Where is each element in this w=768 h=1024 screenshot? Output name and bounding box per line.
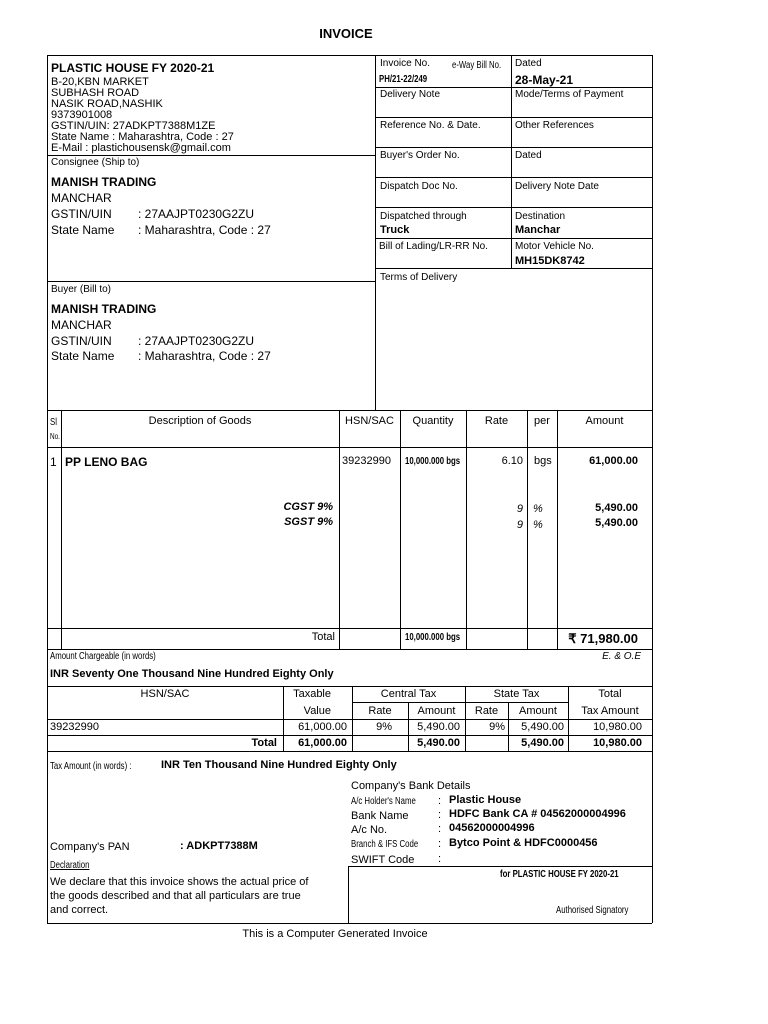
invoice-no-value: PH/21-22/249 <box>379 74 428 85</box>
bank-name-value: HDFC Bank CA # 04562000004996 <box>449 808 626 820</box>
col-header-hsn: HSN/SAC <box>345 415 394 427</box>
consignee-gstin-value: : 27AAJPT0230G2ZU <box>138 207 255 221</box>
other-references-label: Other References <box>515 120 594 131</box>
declaration-line: and correct. <box>50 904 109 916</box>
tax-col-taxable: Taxable <box>293 688 331 700</box>
consignee-state-label: State Name <box>51 223 115 237</box>
cgst-amount: 5,490.00 <box>595 502 638 514</box>
sgst-amount: 5,490.00 <box>595 517 638 529</box>
tax-row-central-amount: 5,490.00 <box>417 721 460 733</box>
tax-col-central-amount: Amount <box>417 705 456 717</box>
tax-col-tax-amount: Tax Amount <box>581 705 639 717</box>
pan-value: : ADKPT7388M <box>180 840 258 852</box>
delivery-note-date-label: Delivery Note Date <box>515 181 599 192</box>
items-total-quantity: 10,000.000 bgs <box>405 632 461 643</box>
declaration-heading: Declaration <box>50 860 90 871</box>
item-quantity: 10,000.000 bgs <box>405 456 461 467</box>
motor-vehicle-label: Motor Vehicle No. <box>515 241 594 252</box>
bank-branch-value: Bytco Point & HDFC0000456 <box>449 837 598 849</box>
consignee-state-value: : Maharashtra, Code : 27 <box>138 223 271 237</box>
buyer-gstin-label: GSTIN/UIN <box>51 334 112 348</box>
tax-total-central: 5,490.00 <box>417 737 460 749</box>
declaration-line: We declare that this invoice shows the actual price of <box>50 876 309 888</box>
delivery-note-label: Delivery Note <box>380 89 441 100</box>
tax-total-total: 10,980.00 <box>593 737 642 749</box>
terms-of-delivery-label: Terms of Delivery <box>380 272 458 283</box>
tax-col-state: State Tax <box>493 688 540 700</box>
buyer-state-label: State Name <box>51 349 115 363</box>
seller-email: E-Mail : plastichousensk@gmail.com <box>51 142 231 154</box>
tax-col-central: Central Tax <box>380 688 437 700</box>
dispatched-through-label: Dispatched through <box>380 211 467 222</box>
seller-line: GSTIN/UIN: 27ADKPT7388M1ZE <box>51 120 216 132</box>
tax-total-state: 5,490.00 <box>521 737 564 749</box>
amount-words-label: Amount Chargeable (in words) <box>50 651 156 662</box>
bank-holder-value: Plastic House <box>449 794 522 806</box>
signature-for-label: for PLASTIC HOUSE FY 2020-21 <box>500 869 619 880</box>
items-total-label: Total <box>311 631 335 643</box>
bank-heading: Company's Bank Details <box>351 780 471 792</box>
bank-swift-label: SWIFT Code <box>351 854 415 866</box>
tax-row-taxable: 61,000.00 <box>298 721 347 733</box>
consignee-name: MANISH TRADING <box>51 175 157 189</box>
col-header-quantity: Quantity <box>412 415 454 427</box>
authorised-signatory: Authorised Signatory <box>556 905 629 916</box>
sgst-per: % <box>533 519 543 531</box>
invoice-no-label: Invoice No. <box>380 58 431 69</box>
destination-value: Manchar <box>515 224 561 236</box>
buyer-heading: Buyer (Bill to) <box>51 284 112 295</box>
tax-col-state-rate: Rate <box>474 705 499 717</box>
tax-row-state-amount: 5,490.00 <box>521 721 564 733</box>
tax-row-state-rate: 9% <box>489 721 505 733</box>
amount-words-value: INR Seventy One Thousand Nine Hundred Eighty Only <box>50 668 334 680</box>
tax-row-hsn: 39232990 <box>50 721 99 733</box>
tax-row-total: 10,980.00 <box>593 721 642 733</box>
item-per: bgs <box>534 455 552 467</box>
consignee-heading: Consignee (Ship to) <box>51 157 140 168</box>
buyer-gstin-value: : 27AAJPT0230G2ZU <box>138 334 255 348</box>
tax-col-hsn: HSN/SAC <box>140 688 190 700</box>
bank-ac-value: 04562000004996 <box>449 822 535 834</box>
tax-words-label: Tax Amount (in words) : <box>50 761 132 772</box>
item-hsn: 39232990 <box>342 455 391 467</box>
buyer-state-value: : Maharashtra, Code : 27 <box>138 349 271 363</box>
col-header-rate: Rate <box>484 415 509 427</box>
col-header-per: per <box>534 415 550 427</box>
buyer-city: MANCHAR <box>51 318 112 332</box>
bank-holder-label: A/c Holder's Name <box>351 796 416 807</box>
footer-note: This is a Computer Generated Invoice <box>242 928 428 940</box>
col-header-no: No. <box>50 432 60 441</box>
cgst-rate: 9 <box>516 503 523 515</box>
pan-label: Company's PAN <box>50 841 130 853</box>
invoice-title: INVOICE <box>319 26 373 41</box>
motor-vehicle-value: MH15DK8742 <box>515 255 585 267</box>
destination-label: Destination <box>515 211 566 222</box>
item-description: PP LENO BAG <box>65 455 148 469</box>
item-sl: 1 <box>50 455 57 469</box>
bank-colon: : <box>438 823 442 835</box>
bank-colon: : <box>438 795 442 807</box>
bill-of-lading-label: Bill of Lading/LR-RR No. <box>379 241 488 252</box>
seller-line: NASIK ROAD,NASHIK <box>51 98 163 110</box>
eoe-label: E. & O.E <box>602 651 641 662</box>
dispatch-doc-label: Dispatch Doc No. <box>380 181 458 192</box>
item-amount: 61,000.00 <box>589 455 638 467</box>
eway-bill-label: e-Way Bill No. <box>452 60 502 71</box>
dated-label: Dated <box>515 58 542 69</box>
items-total-amount: ₹ 71,980.00 <box>568 631 638 646</box>
tax-col-value: Value <box>303 705 331 717</box>
cgst-per: % <box>533 503 543 515</box>
payment-terms-label: Mode/Terms of Payment <box>515 89 624 100</box>
seller-line: 9373901008 <box>51 109 113 121</box>
tax-col-state-amount: Amount <box>519 705 557 717</box>
tax-row-central-rate: 9% <box>376 721 392 733</box>
tax-col-total: Total <box>598 688 622 700</box>
sgst-rate: 9 <box>516 519 523 531</box>
seller-line: State Name : Maharashtra, Code : 27 <box>51 131 234 143</box>
buyer-name: MANISH TRADING <box>51 302 157 316</box>
consignee-gstin-label: GSTIN/UIN <box>51 207 112 221</box>
col-header-sl: Sl <box>50 417 57 428</box>
tax-col-central-rate: Rate <box>368 705 392 717</box>
tax-total-taxable: 61,000.00 <box>298 737 347 749</box>
cgst-name: CGST 9% <box>283 501 333 513</box>
bank-branch-label: Branch & IFS Code <box>351 839 419 850</box>
dispatched-through-value: Truck <box>380 224 410 236</box>
col-header-amount: Amount <box>585 415 624 427</box>
dated-value: 28-May-21 <box>515 73 574 87</box>
seller-name: PLASTIC HOUSE FY 2020-21 <box>51 61 215 75</box>
declaration-line: the goods described and that all particulars are true <box>50 890 301 902</box>
tax-total-label: Total <box>251 737 277 749</box>
order-dated-label: Dated <box>515 150 542 161</box>
seller-line: SUBHASH ROAD <box>51 87 140 99</box>
sgst-name: SGST 9% <box>284 516 333 528</box>
buyers-order-label: Buyer's Order No. <box>380 150 460 161</box>
item-rate: 6.10 <box>501 455 523 467</box>
consignee-city: MANCHAR <box>51 191 112 205</box>
seller-line: B-20,KBN MARKET <box>51 76 149 88</box>
col-header-description: Description of Goods <box>148 415 252 427</box>
bank-colon: : <box>438 853 442 865</box>
bank-colon: : <box>438 838 442 850</box>
bank-colon: : <box>438 809 442 821</box>
bank-ac-label: A/c No. <box>351 824 388 836</box>
tax-words-value: INR Ten Thousand Nine Hundred Eighty Only <box>161 759 397 771</box>
reference-label: Reference No. & Date. <box>380 120 481 131</box>
bank-name-label: Bank Name <box>351 810 409 822</box>
